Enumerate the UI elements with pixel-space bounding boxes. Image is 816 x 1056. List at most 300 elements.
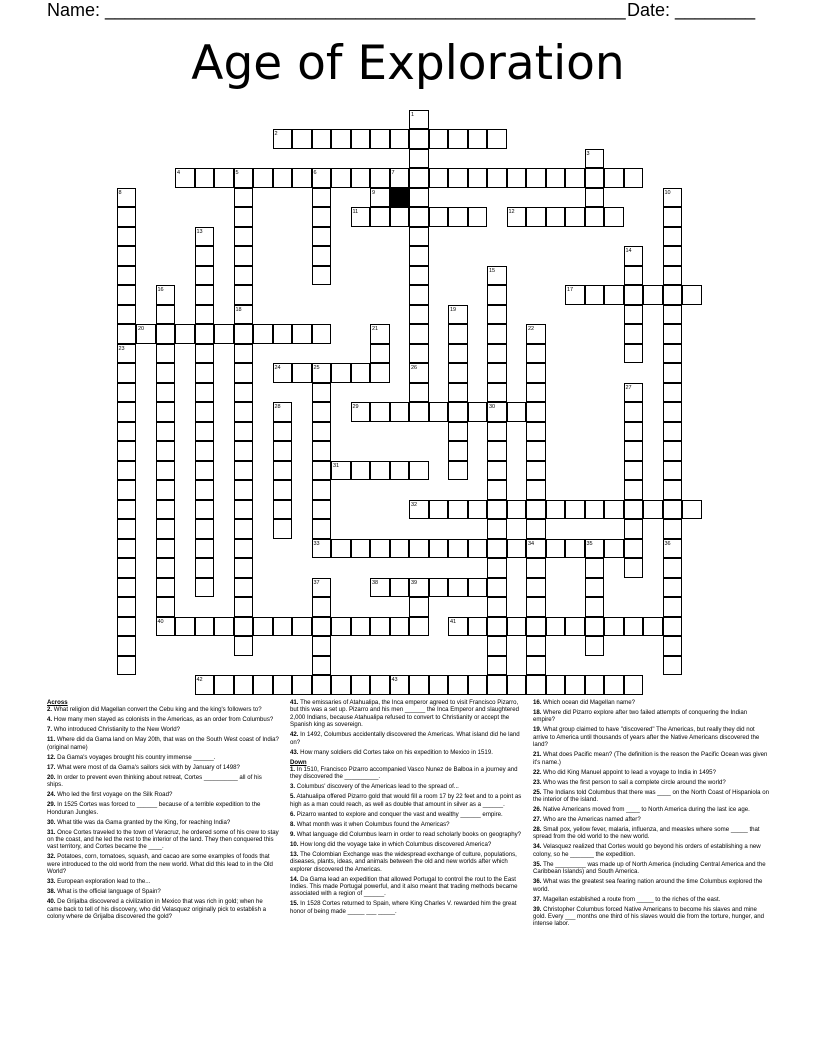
grid-cell[interactable] xyxy=(370,324,390,344)
grid-cell[interactable] xyxy=(214,617,234,637)
grid-cell[interactable] xyxy=(117,363,137,383)
grid-cell[interactable] xyxy=(663,539,683,559)
grid-cell[interactable] xyxy=(624,383,644,403)
grid-cell[interactable] xyxy=(682,285,702,305)
grid-cell[interactable] xyxy=(409,285,429,305)
grid-cell[interactable] xyxy=(312,207,332,227)
grid-cell[interactable] xyxy=(565,207,585,227)
grid-cell[interactable] xyxy=(585,578,605,598)
grid-cell[interactable] xyxy=(585,558,605,578)
grid-cell[interactable] xyxy=(643,285,663,305)
grid-cell[interactable] xyxy=(234,519,254,539)
grid-cell[interactable] xyxy=(448,422,468,442)
grid-cell[interactable] xyxy=(370,675,390,695)
grid-cell[interactable] xyxy=(604,285,624,305)
grid-cell[interactable] xyxy=(585,149,605,169)
grid-cell[interactable] xyxy=(331,675,351,695)
grid-cell[interactable] xyxy=(234,168,254,188)
grid-cell[interactable] xyxy=(156,363,176,383)
grid-cell[interactable] xyxy=(292,129,312,149)
grid-cell[interactable] xyxy=(585,617,605,637)
grid-cell[interactable] xyxy=(448,305,468,325)
grid-cell[interactable] xyxy=(624,285,644,305)
grid-cell[interactable] xyxy=(526,441,546,461)
grid-cell[interactable] xyxy=(448,461,468,481)
grid-cell[interactable] xyxy=(409,266,429,286)
grid-cell[interactable] xyxy=(624,246,644,266)
grid-cell[interactable] xyxy=(565,617,585,637)
grid-cell[interactable] xyxy=(117,480,137,500)
grid-cell[interactable] xyxy=(117,305,137,325)
grid-cell[interactable] xyxy=(526,617,546,637)
grid-cell[interactable] xyxy=(312,480,332,500)
grid-cell[interactable] xyxy=(156,344,176,364)
grid-cell[interactable] xyxy=(312,656,332,676)
grid-cell[interactable] xyxy=(175,617,195,637)
grid-cell[interactable] xyxy=(312,266,332,286)
grid-cell[interactable] xyxy=(273,402,293,422)
grid-cell[interactable] xyxy=(663,597,683,617)
grid-cell[interactable] xyxy=(663,578,683,598)
grid-cell[interactable] xyxy=(448,617,468,637)
grid-cell[interactable] xyxy=(663,383,683,403)
grid-cell[interactable] xyxy=(312,578,332,598)
grid-cell[interactable] xyxy=(273,324,293,344)
grid-cell[interactable] xyxy=(585,168,605,188)
grid-cell[interactable] xyxy=(526,422,546,442)
grid-cell[interactable] xyxy=(370,578,390,598)
grid-cell[interactable] xyxy=(429,207,449,227)
grid-cell[interactable] xyxy=(156,578,176,598)
grid-cell[interactable] xyxy=(312,402,332,422)
grid-cell[interactable] xyxy=(409,110,429,130)
grid-cell[interactable] xyxy=(604,168,624,188)
grid-cell[interactable] xyxy=(195,344,215,364)
grid-cell[interactable] xyxy=(526,578,546,598)
grid-cell[interactable] xyxy=(156,558,176,578)
grid-cell[interactable] xyxy=(663,500,683,520)
grid-cell[interactable] xyxy=(487,675,507,695)
grid-cell[interactable] xyxy=(292,324,312,344)
grid-cell[interactable] xyxy=(117,656,137,676)
grid-cell[interactable] xyxy=(195,675,215,695)
grid-cell[interactable] xyxy=(624,675,644,695)
grid-cell[interactable] xyxy=(195,324,215,344)
grid-cell[interactable] xyxy=(390,617,410,637)
grid-cell[interactable] xyxy=(468,675,488,695)
grid-cell[interactable] xyxy=(604,539,624,559)
grid-cell[interactable] xyxy=(117,227,137,247)
grid-cell[interactable] xyxy=(117,402,137,422)
grid-cell[interactable] xyxy=(448,441,468,461)
grid-cell[interactable] xyxy=(624,402,644,422)
grid-cell[interactable] xyxy=(195,500,215,520)
grid-cell[interactable] xyxy=(117,461,137,481)
grid-cell[interactable] xyxy=(487,168,507,188)
grid-cell[interactable] xyxy=(370,344,390,364)
grid-cell[interactable] xyxy=(624,344,644,364)
grid-cell[interactable] xyxy=(585,188,605,208)
grid-cell[interactable] xyxy=(487,129,507,149)
grid-cell[interactable] xyxy=(448,168,468,188)
grid-cell[interactable] xyxy=(409,324,429,344)
grid-cell[interactable] xyxy=(526,500,546,520)
grid-cell[interactable] xyxy=(195,558,215,578)
grid-cell[interactable] xyxy=(624,539,644,559)
grid-cell[interactable] xyxy=(117,539,137,559)
grid-cell[interactable] xyxy=(526,480,546,500)
grid-cell[interactable] xyxy=(312,324,332,344)
grid-cell[interactable] xyxy=(351,461,371,481)
grid-cell[interactable] xyxy=(663,305,683,325)
grid-cell[interactable] xyxy=(292,168,312,188)
grid-cell[interactable] xyxy=(507,617,527,637)
grid-cell[interactable] xyxy=(234,246,254,266)
grid-cell[interactable] xyxy=(409,344,429,364)
grid-cell[interactable] xyxy=(214,324,234,344)
grid-cell[interactable] xyxy=(604,617,624,637)
grid-cell[interactable] xyxy=(663,266,683,286)
grid-cell[interactable] xyxy=(292,675,312,695)
grid-cell[interactable] xyxy=(448,324,468,344)
grid-cell[interactable] xyxy=(370,617,390,637)
grid-cell[interactable] xyxy=(624,441,644,461)
grid-cell[interactable] xyxy=(156,461,176,481)
grid-cell[interactable] xyxy=(487,519,507,539)
grid-cell[interactable] xyxy=(663,363,683,383)
grid-cell[interactable] xyxy=(136,324,156,344)
grid-cell[interactable] xyxy=(487,422,507,442)
grid-cell[interactable] xyxy=(546,675,566,695)
grid-cell[interactable] xyxy=(117,500,137,520)
grid-cell[interactable] xyxy=(390,578,410,598)
grid-cell[interactable] xyxy=(370,363,390,383)
grid-cell[interactable] xyxy=(507,402,527,422)
grid-cell[interactable] xyxy=(624,519,644,539)
grid-cell[interactable] xyxy=(546,207,566,227)
grid-cell[interactable] xyxy=(448,500,468,520)
grid-cell[interactable] xyxy=(117,578,137,598)
grid-cell[interactable] xyxy=(195,578,215,598)
grid-cell[interactable] xyxy=(526,344,546,364)
grid-cell[interactable] xyxy=(234,597,254,617)
grid-cell[interactable] xyxy=(585,539,605,559)
grid-cell[interactable] xyxy=(234,461,254,481)
grid-cell[interactable] xyxy=(234,285,254,305)
grid-cell[interactable] xyxy=(429,578,449,598)
grid-cell[interactable] xyxy=(409,207,429,227)
grid-cell[interactable] xyxy=(253,324,273,344)
grid-cell[interactable] xyxy=(448,675,468,695)
grid-cell[interactable] xyxy=(195,168,215,188)
grid-cell[interactable] xyxy=(234,344,254,364)
grid-cell[interactable] xyxy=(624,168,644,188)
grid-cell[interactable] xyxy=(234,324,254,344)
grid-cell[interactable] xyxy=(253,675,273,695)
grid-cell[interactable] xyxy=(312,383,332,403)
grid-cell[interactable] xyxy=(526,636,546,656)
grid-cell[interactable] xyxy=(253,168,273,188)
grid-cell[interactable] xyxy=(214,168,234,188)
grid-cell[interactable] xyxy=(487,266,507,286)
grid-cell[interactable] xyxy=(468,129,488,149)
grid-cell[interactable] xyxy=(663,188,683,208)
grid-cell[interactable] xyxy=(487,539,507,559)
grid-cell[interactable] xyxy=(448,383,468,403)
grid-cell[interactable] xyxy=(507,500,527,520)
grid-cell[interactable] xyxy=(429,129,449,149)
grid-cell[interactable] xyxy=(507,207,527,227)
grid-cell[interactable] xyxy=(351,207,371,227)
grid-cell[interactable] xyxy=(448,539,468,559)
grid-cell[interactable] xyxy=(409,539,429,559)
grid-cell[interactable] xyxy=(234,422,254,442)
grid-cell[interactable] xyxy=(487,285,507,305)
grid-cell[interactable] xyxy=(234,305,254,325)
grid-cell[interactable] xyxy=(156,285,176,305)
grid-cell[interactable] xyxy=(487,441,507,461)
grid-cell[interactable] xyxy=(156,422,176,442)
grid-cell[interactable] xyxy=(351,402,371,422)
grid-cell[interactable] xyxy=(624,324,644,344)
grid-cell[interactable] xyxy=(234,675,254,695)
grid-cell[interactable] xyxy=(175,168,195,188)
grid-cell[interactable] xyxy=(331,461,351,481)
grid-cell[interactable] xyxy=(526,324,546,344)
grid-cell[interactable] xyxy=(663,285,683,305)
grid-cell[interactable] xyxy=(117,266,137,286)
grid-cell[interactable] xyxy=(565,500,585,520)
grid-cell[interactable] xyxy=(273,168,293,188)
grid-cell[interactable] xyxy=(156,480,176,500)
grid-cell[interactable] xyxy=(624,422,644,442)
grid-cell[interactable] xyxy=(682,500,702,520)
grid-cell[interactable] xyxy=(409,675,429,695)
grid-cell[interactable] xyxy=(663,636,683,656)
grid-cell[interactable] xyxy=(351,168,371,188)
grid-cell[interactable] xyxy=(624,617,644,637)
grid-cell[interactable] xyxy=(351,129,371,149)
grid-cell[interactable] xyxy=(585,675,605,695)
grid-cell[interactable] xyxy=(195,266,215,286)
grid-cell[interactable] xyxy=(565,285,585,305)
grid-cell[interactable] xyxy=(273,480,293,500)
grid-cell[interactable] xyxy=(487,461,507,481)
grid-cell[interactable] xyxy=(429,539,449,559)
grid-cell[interactable] xyxy=(234,266,254,286)
grid-cell[interactable] xyxy=(117,617,137,637)
grid-cell[interactable] xyxy=(663,344,683,364)
grid-cell[interactable] xyxy=(468,617,488,637)
grid-cell[interactable] xyxy=(351,617,371,637)
grid-cell[interactable] xyxy=(351,539,371,559)
grid-cell[interactable] xyxy=(409,383,429,403)
grid-cell[interactable] xyxy=(487,305,507,325)
grid-cell[interactable] xyxy=(468,578,488,598)
grid-cell[interactable] xyxy=(234,500,254,520)
grid-cell[interactable] xyxy=(526,519,546,539)
grid-cell[interactable] xyxy=(546,539,566,559)
grid-cell[interactable] xyxy=(468,402,488,422)
grid-cell[interactable] xyxy=(253,617,273,637)
grid-cell[interactable] xyxy=(312,617,332,637)
grid-cell[interactable] xyxy=(487,344,507,364)
grid-cell[interactable] xyxy=(390,402,410,422)
grid-cell[interactable] xyxy=(351,675,371,695)
grid-cell[interactable] xyxy=(487,617,507,637)
grid-cell[interactable] xyxy=(526,656,546,676)
grid-cell[interactable] xyxy=(234,558,254,578)
grid-cell[interactable] xyxy=(624,305,644,325)
grid-cell[interactable] xyxy=(234,363,254,383)
grid-cell[interactable] xyxy=(429,168,449,188)
grid-cell[interactable] xyxy=(526,675,546,695)
grid-cell[interactable] xyxy=(468,500,488,520)
grid-cell[interactable] xyxy=(331,617,351,637)
grid-cell[interactable] xyxy=(604,500,624,520)
grid-cell[interactable] xyxy=(331,129,351,149)
grid-cell[interactable] xyxy=(273,363,293,383)
grid-cell[interactable] xyxy=(312,461,332,481)
grid-cell[interactable] xyxy=(448,129,468,149)
date-line[interactable]: Date: ________ xyxy=(627,0,756,20)
grid-cell[interactable] xyxy=(370,188,390,208)
grid-cell[interactable] xyxy=(585,285,605,305)
grid-cell[interactable] xyxy=(117,422,137,442)
grid-cell[interactable] xyxy=(429,402,449,422)
grid-cell[interactable] xyxy=(526,558,546,578)
grid-cell[interactable] xyxy=(390,539,410,559)
grid-cell[interactable] xyxy=(117,344,137,364)
grid-cell[interactable] xyxy=(117,597,137,617)
grid-cell[interactable] xyxy=(370,168,390,188)
grid-cell[interactable] xyxy=(156,383,176,403)
grid-cell[interactable] xyxy=(663,441,683,461)
grid-cell[interactable] xyxy=(663,246,683,266)
grid-cell[interactable] xyxy=(117,246,137,266)
grid-cell[interactable] xyxy=(370,129,390,149)
grid-cell[interactable] xyxy=(624,266,644,286)
grid-cell[interactable] xyxy=(156,305,176,325)
grid-cell[interactable] xyxy=(117,636,137,656)
grid-cell[interactable] xyxy=(585,207,605,227)
grid-cell[interactable] xyxy=(156,324,176,344)
grid-cell[interactable] xyxy=(195,402,215,422)
grid-cell[interactable] xyxy=(624,461,644,481)
grid-cell[interactable] xyxy=(195,246,215,266)
grid-cell[interactable] xyxy=(370,402,390,422)
grid-cell[interactable] xyxy=(370,539,390,559)
grid-cell[interactable] xyxy=(234,402,254,422)
grid-cell[interactable] xyxy=(390,461,410,481)
grid-cell[interactable] xyxy=(409,500,429,520)
grid-cell[interactable] xyxy=(195,441,215,461)
grid-cell[interactable] xyxy=(312,597,332,617)
grid-cell[interactable] xyxy=(156,402,176,422)
grid-cell[interactable] xyxy=(624,500,644,520)
grid-cell[interactable] xyxy=(663,324,683,344)
grid-cell[interactable] xyxy=(409,402,429,422)
grid-cell[interactable] xyxy=(331,539,351,559)
grid-cell[interactable] xyxy=(663,207,683,227)
grid-cell[interactable] xyxy=(409,363,429,383)
grid-cell[interactable] xyxy=(292,363,312,383)
grid-cell[interactable] xyxy=(409,597,429,617)
grid-cell[interactable] xyxy=(663,558,683,578)
grid-cell[interactable] xyxy=(234,636,254,656)
grid-cell[interactable] xyxy=(409,227,429,247)
grid-cell[interactable] xyxy=(546,168,566,188)
grid-cell[interactable] xyxy=(409,168,429,188)
grid-cell[interactable] xyxy=(468,207,488,227)
grid-cell[interactable] xyxy=(448,578,468,598)
grid-cell[interactable] xyxy=(429,675,449,695)
grid-cell[interactable] xyxy=(195,422,215,442)
grid-cell[interactable] xyxy=(312,246,332,266)
grid-cell[interactable] xyxy=(507,168,527,188)
grid-cell[interactable] xyxy=(585,500,605,520)
grid-cell[interactable] xyxy=(487,324,507,344)
grid-cell[interactable] xyxy=(643,500,663,520)
grid-cell[interactable] xyxy=(312,168,332,188)
grid-cell[interactable] xyxy=(195,363,215,383)
grid-cell[interactable] xyxy=(312,519,332,539)
grid-cell[interactable] xyxy=(195,617,215,637)
grid-cell[interactable] xyxy=(409,578,429,598)
grid-cell[interactable] xyxy=(487,500,507,520)
grid-cell[interactable] xyxy=(195,285,215,305)
name-line[interactable]: Name: ____________________________________________________ xyxy=(47,0,626,20)
grid-cell[interactable] xyxy=(507,539,527,559)
grid-cell[interactable] xyxy=(487,363,507,383)
grid-cell[interactable] xyxy=(273,500,293,520)
grid-cell[interactable] xyxy=(390,207,410,227)
grid-cell[interactable] xyxy=(409,188,429,208)
grid-cell[interactable] xyxy=(312,363,332,383)
grid-cell[interactable] xyxy=(565,539,585,559)
grid-cell[interactable] xyxy=(117,324,137,344)
grid-cell[interactable] xyxy=(643,617,663,637)
grid-cell[interactable] xyxy=(526,402,546,422)
grid-cell[interactable] xyxy=(663,227,683,247)
grid-cell[interactable] xyxy=(409,461,429,481)
grid-cell[interactable] xyxy=(526,539,546,559)
grid-cell[interactable] xyxy=(195,305,215,325)
grid-cell[interactable] xyxy=(370,207,390,227)
grid-cell[interactable] xyxy=(624,480,644,500)
grid-cell[interactable] xyxy=(156,617,176,637)
grid-cell[interactable] xyxy=(234,207,254,227)
grid-cell[interactable] xyxy=(117,207,137,227)
grid-cell[interactable] xyxy=(565,675,585,695)
grid-cell[interactable] xyxy=(214,675,234,695)
grid-cell[interactable] xyxy=(156,539,176,559)
grid-cell[interactable] xyxy=(663,402,683,422)
grid-cell[interactable] xyxy=(117,441,137,461)
grid-cell[interactable] xyxy=(273,461,293,481)
grid-cell[interactable] xyxy=(546,617,566,637)
grid-cell[interactable] xyxy=(526,383,546,403)
grid-cell[interactable] xyxy=(429,500,449,520)
grid-cell[interactable] xyxy=(507,675,527,695)
grid-cell[interactable] xyxy=(234,227,254,247)
grid-cell[interactable] xyxy=(195,461,215,481)
grid-cell[interactable] xyxy=(487,558,507,578)
grid-cell[interactable] xyxy=(156,519,176,539)
grid-cell[interactable] xyxy=(117,383,137,403)
grid-cell[interactable] xyxy=(195,480,215,500)
grid-cell[interactable] xyxy=(312,675,332,695)
